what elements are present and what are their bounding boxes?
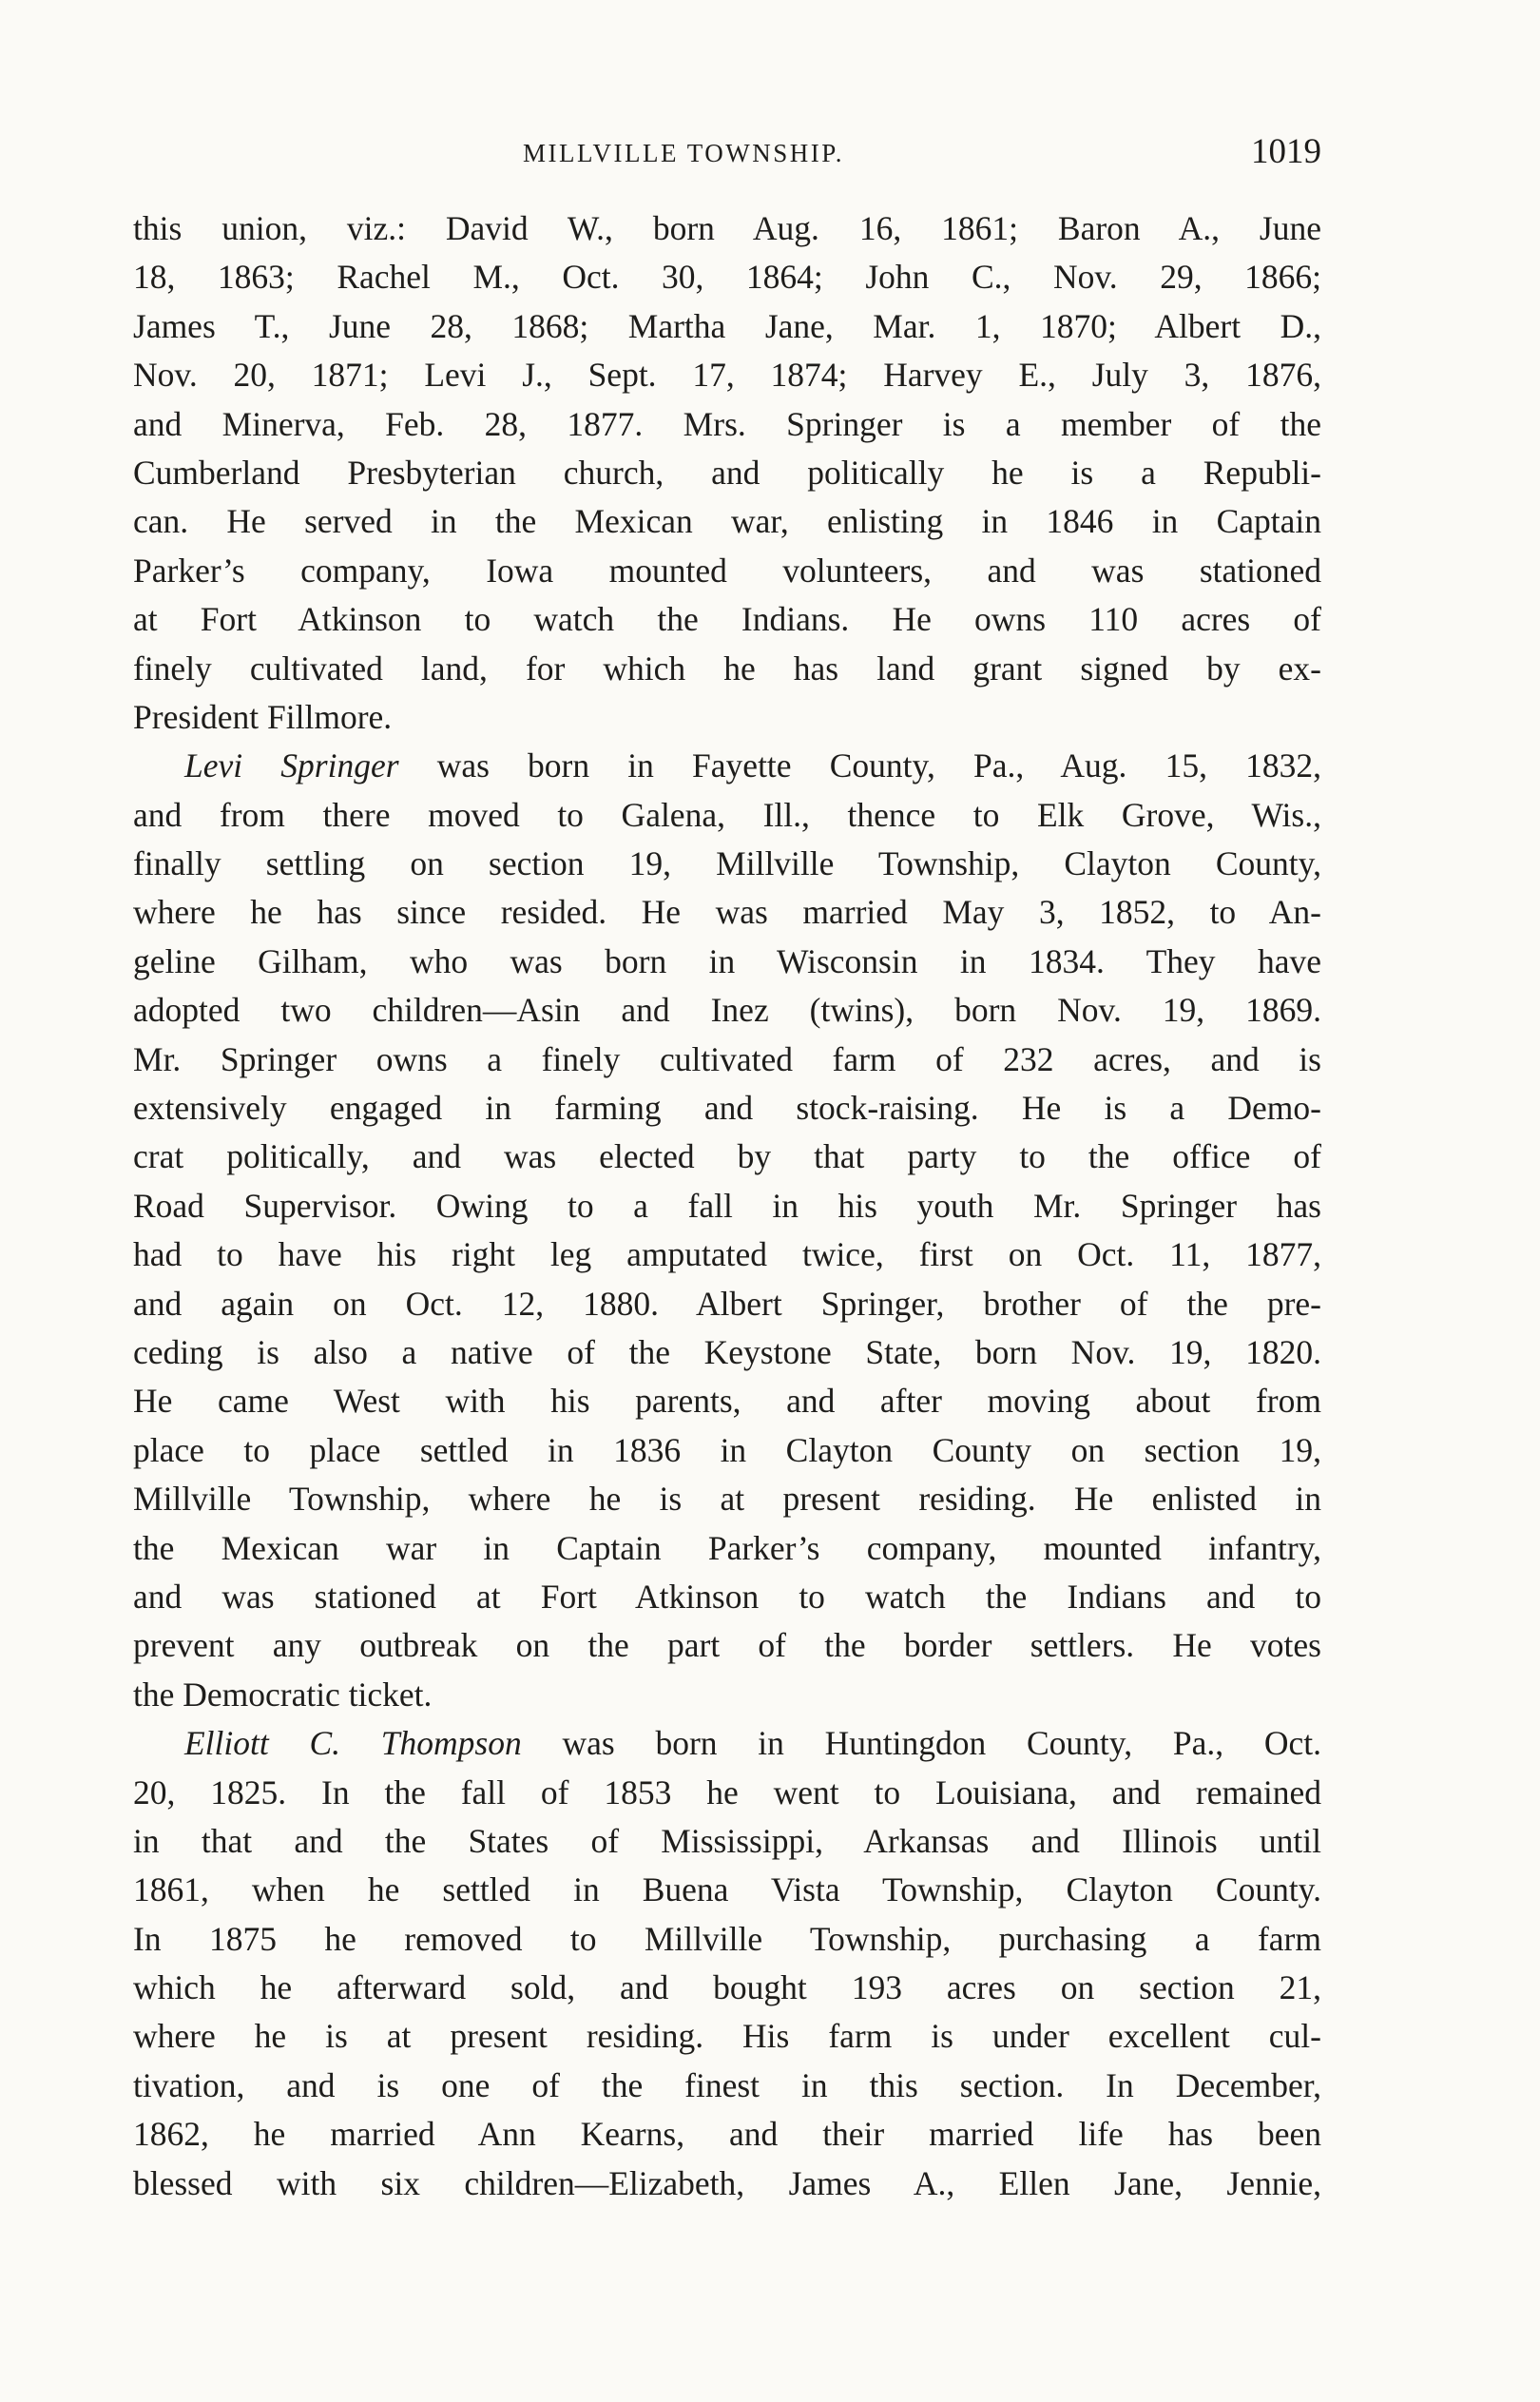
line-text: prevent any outbreak on the part of the border settlers. He votes <box>133 1626 1321 1665</box>
line-text: where he has since resided. He was married May 3, 1852, to An- <box>133 893 1321 932</box>
text-line <box>133 1475 1321 1523</box>
line-text: Parker’s company, Iowa mounted volunteers, and was stationed <box>133 551 1321 590</box>
line-text: was born in Fayette County, Pa., Aug. 15, 1832, <box>398 746 1321 785</box>
text-line <box>133 1328 1321 1377</box>
line-text: finally settling on section 19, Millville Township, Clayton County, <box>133 844 1321 883</box>
text-line <box>133 840 1321 888</box>
running-title: MILLVILLE TOWNSHIP. <box>523 139 845 167</box>
line-text: Mr. Springer owns a finely cultivated farm of 232 acres, and is <box>133 1039 1321 1078</box>
line-text: blessed with six children—Elizabeth, James A., Ellen Jane, Jennie, <box>133 2163 1321 2202</box>
line-text: Millville Township, where he is at present residing. He enlisted in <box>133 1480 1321 1519</box>
text-line <box>133 204 1321 253</box>
line-text: Cumberland Presbyterian church, and politically he is a Republi- <box>133 453 1321 492</box>
line-text: and again on Oct. 12, 1880. Albert Springer, brother of the pre- <box>133 1284 1321 1323</box>
line-text: had to have his right leg amputated twice, first on Oct. 11, 1877, <box>133 1235 1321 1274</box>
text-line <box>133 497 1321 546</box>
line-text: geline Gilham, who was born in Wisconsin in 1834. They have <box>133 941 1321 980</box>
line-text: where he is at present residing. His farm is under excellent cul- <box>133 2017 1321 2056</box>
line-text: Road Supervisor. Owing to a fall in his youth Mr. Springer has <box>133 1186 1321 1225</box>
line-text: In 1875 he removed to Millville Township, purchasing a farm <box>133 1919 1321 1958</box>
text-line <box>133 645 1321 693</box>
text-line <box>133 1964 1321 2012</box>
page-number: 1019 <box>1251 132 1321 171</box>
line-text: extensively engaged in farming and stock-raising. He is a Demo- <box>133 1089 1321 1128</box>
text-line <box>133 2110 1321 2159</box>
text-line <box>133 693 1321 742</box>
person-name: Levi Springer <box>184 746 399 785</box>
text-line <box>133 2160 1321 2208</box>
text-line <box>133 742 1321 790</box>
line-text: the Mexican war in Captain Parker’s company, mounted infantry, <box>133 1528 1321 1567</box>
text-line <box>133 547 1321 595</box>
line-text: He came West with his parents, and after moving about from <box>133 1382 1321 1421</box>
text-line <box>133 2012 1321 2061</box>
line-text: at Fort Atkinson to watch the Indians. He owns 110 acres of <box>133 600 1321 639</box>
text-line <box>133 1719 1321 1768</box>
text-line <box>133 1084 1321 1133</box>
line-text: and Minerva, Feb. 28, 1877. Mrs. Springer is a member of the <box>133 404 1321 443</box>
line-text: Nov. 20, 1871; Levi J., Sept. 17, 1874; Harvey E., July 3, 1876, <box>133 356 1321 395</box>
text-line <box>133 791 1321 840</box>
text-line <box>133 449 1321 497</box>
text-line <box>133 1426 1321 1475</box>
line-text: James T., June 28, 1868; Martha Jane, Mar. 1, 1870; Albert D., <box>133 306 1321 345</box>
text-line <box>133 302 1321 351</box>
line-text: and was stationed at Fort Atkinson to watch the Indians and to <box>133 1577 1321 1616</box>
text-line <box>133 938 1321 986</box>
line-text: tivation, and is one of the finest in this section. In December, <box>133 2065 1321 2104</box>
running-head <box>133 131 1321 179</box>
line-text: which he afterward sold, and bought 193 acres on section 21, <box>133 1968 1321 2007</box>
text-line <box>133 1524 1321 1573</box>
line-text: 1862, he married Ann Kearns, and their married life has been <box>133 2115 1321 2154</box>
line-text: place to place settled in 1836 in Clayton County on section 19, <box>133 1430 1321 1469</box>
line-text: 18, 1863; Rachel M., Oct. 30, 1864; John C., Nov. 29, 1866; <box>133 258 1321 297</box>
text-line <box>133 1036 1321 1084</box>
text-line <box>133 1866 1321 1914</box>
person-name: Elliott C. Thompson <box>184 1724 522 1763</box>
text-line <box>133 400 1321 449</box>
text-line <box>133 253 1321 301</box>
text-line <box>133 1769 1321 1817</box>
text-line <box>133 1621 1321 1670</box>
line-text: finely cultivated land, for which he has land grant signed by ex- <box>133 649 1321 688</box>
text-line <box>133 1671 1321 1719</box>
line-text: adopted two children—Asin and Inez (twins), born Nov. 19, 1869. <box>133 991 1321 1030</box>
text-line <box>133 2062 1321 2110</box>
text-line <box>133 351 1321 399</box>
line-text: in that and the States of Mississippi, Arkansas and Illinois until <box>133 1821 1321 1860</box>
text-line <box>133 1915 1321 1964</box>
text-line <box>133 888 1321 937</box>
text-line <box>133 1377 1321 1425</box>
line-text: crat politically, and was elected by that party to the office of <box>133 1137 1321 1176</box>
line-text: 1861, when he settled in Buena Vista Township, Clayton County. <box>133 1870 1321 1909</box>
line-text: and from there moved to Galena, Ill., thence to Elk Grove, Wis., <box>133 795 1321 834</box>
text-line <box>133 1573 1321 1621</box>
line-text: was born in Huntingdon County, Pa., Oct. <box>521 1724 1321 1763</box>
line-text: the Democratic ticket. <box>133 1675 433 1714</box>
text-line <box>133 1817 1321 1866</box>
line-text: this union, viz.: David W., born Aug. 16, 1861; Baron A., June <box>133 209 1321 247</box>
line-text: 20, 1825. In the fall of 1853 he went to Louisiana, and remained <box>133 1772 1321 1811</box>
text-line <box>133 595 1321 644</box>
body-text <box>133 204 1321 2208</box>
text-line <box>133 986 1321 1035</box>
line-text: ceding is also a native of the Keystone State, born Nov. 19, 1820. <box>133 1332 1321 1371</box>
line-text: can. He served in the Mexican war, enlisting in 1846 in Captain <box>133 502 1321 541</box>
text-line <box>133 1133 1321 1181</box>
line-text: President Fillmore. <box>133 697 393 736</box>
text-line <box>133 1230 1321 1279</box>
text-line <box>133 1280 1321 1328</box>
text-line <box>133 1182 1321 1230</box>
